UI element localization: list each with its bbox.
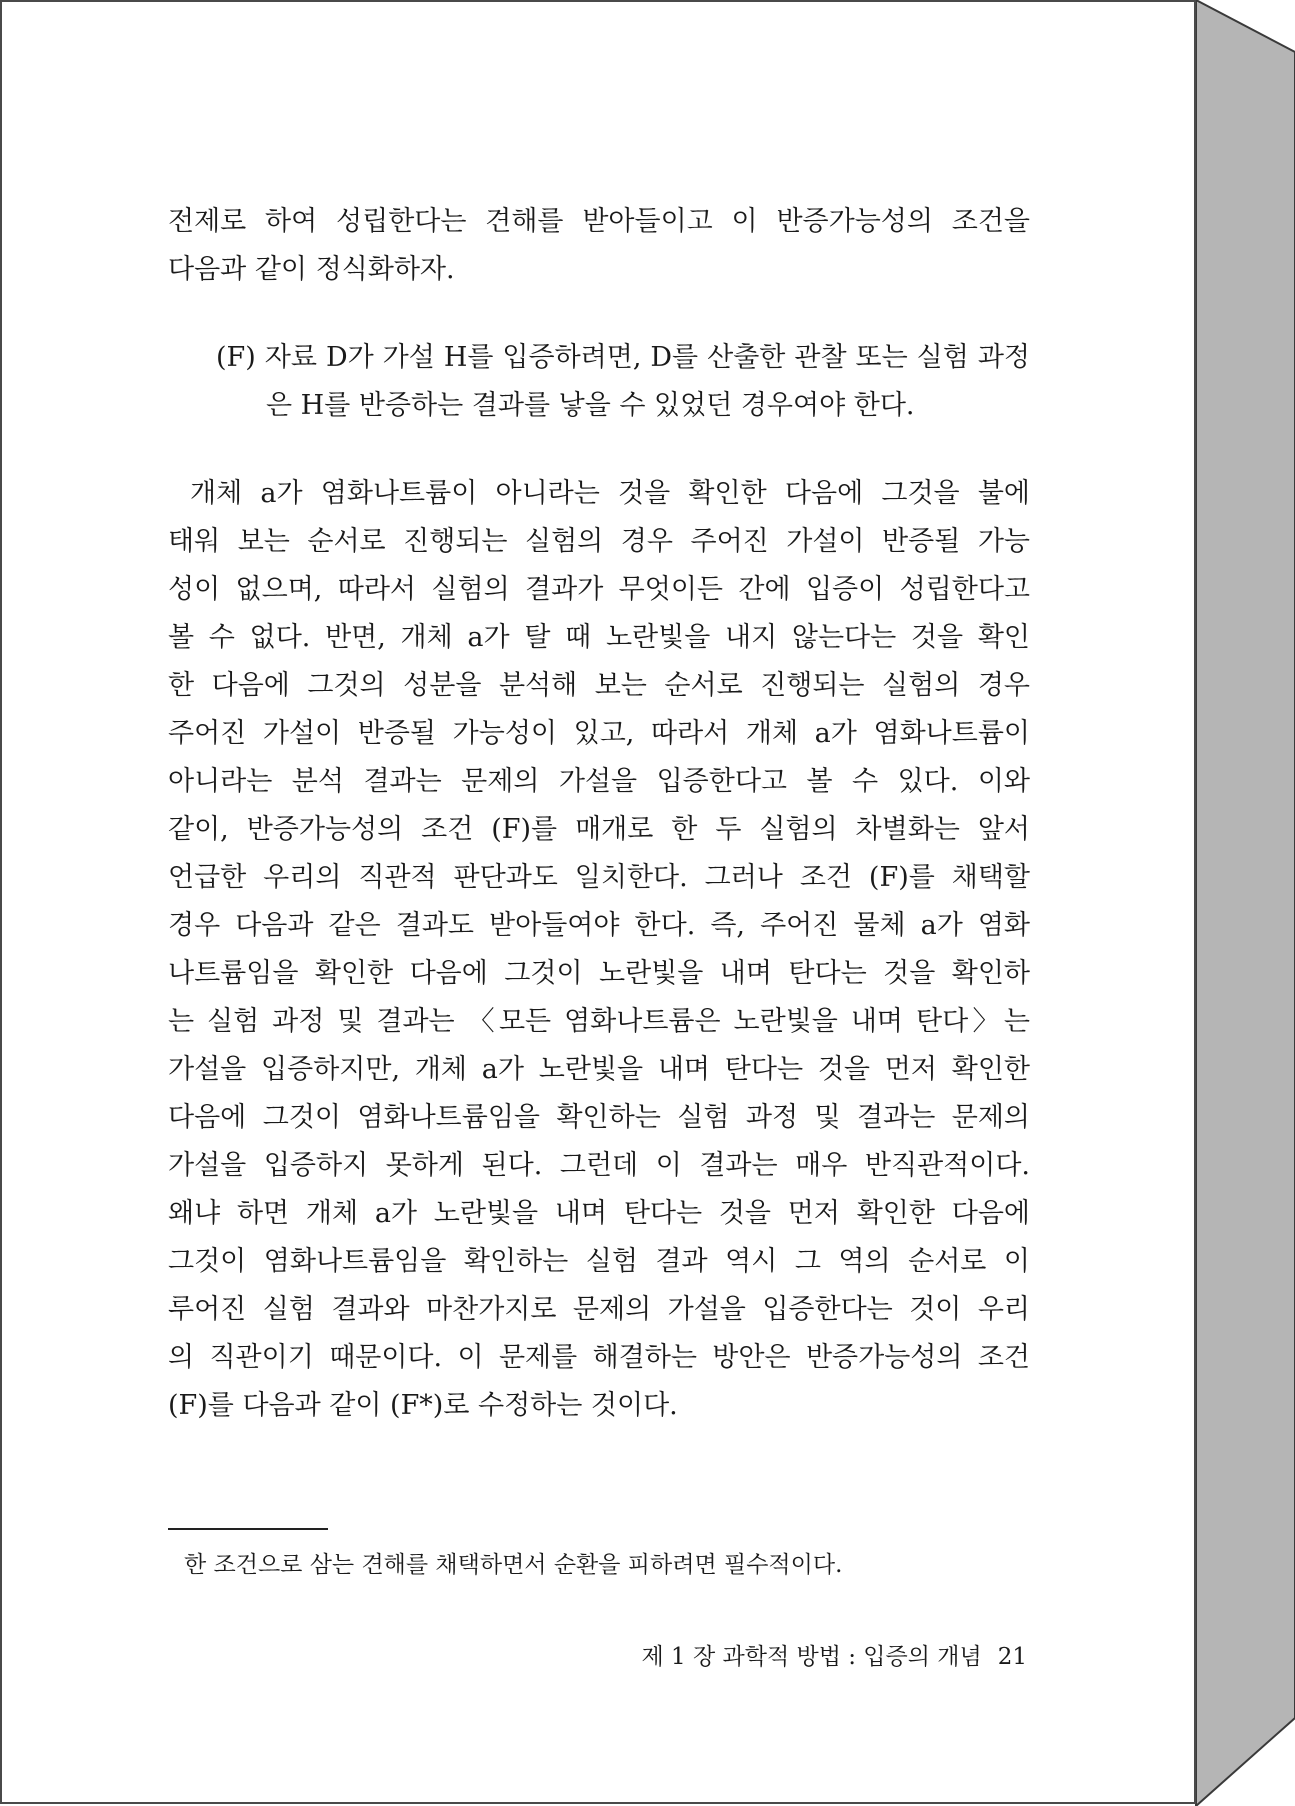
text-line: 다음과 같이 정식화하자. xyxy=(168,254,455,285)
page-body xyxy=(168,198,1030,1430)
footnote-divider xyxy=(168,1528,328,1530)
text-line: 는 실험 과정 및 결과는 〈모든 염화나트륨은 노란빛을 내며 탄다〉는 xyxy=(168,1006,1030,1037)
text-line: 나트륨임을 확인한 다음에 그것이 노란빛을 내며 탄다는 것을 확인하 xyxy=(168,958,1030,989)
running-footer xyxy=(642,1640,1027,1674)
text-line: 은 H를 반증하는 결과를 낳을 수 있었던 경우여야 한다. xyxy=(266,390,915,421)
text-line: 성이 없으며, 따라서 실험의 결과가 무엇이든 간에 입증이 성립한다고 xyxy=(168,574,1030,605)
text-line: 왜냐 하면 개체 a가 노란빛을 내며 탄다는 것을 먼저 확인한 다음에 xyxy=(168,1198,1030,1229)
text-line: 그것이 염화나트륨임을 확인하는 실험 결과 역시 그 역의 순서로 이 xyxy=(168,1246,1030,1277)
text-line: (F)를 다음과 같이 (F*)로 수정하는 것이다. xyxy=(168,1390,678,1421)
text-line: 가설을 입증하지 못하게 된다. 그런데 이 결과는 매우 반직관적이다. xyxy=(168,1150,1030,1181)
text-line: 한 다음에 그것의 성분을 분석해 보는 순서로 진행되는 실험의 경우 xyxy=(168,670,1030,701)
text-line: 볼 수 없다. 반면, 개체 a가 탈 때 노란빛을 내지 않는다는 것을 확인 xyxy=(168,622,1030,653)
footnote: 한 조건으로 삼는 견해를 채택하면서 순환을 피하려면 필수적이다. xyxy=(184,1552,843,1578)
page-number: 21 xyxy=(997,1644,1027,1670)
text-line: 가설을 입증하지만, 개체 a가 노란빛을 내며 탄다는 것을 먼저 확인한 xyxy=(168,1054,1030,1085)
text-line: 같이, 반증가능성의 조건 (F)를 매개로 한 두 실험의 차별화는 앞서 xyxy=(168,814,1030,845)
text-line: 언급한 우리의 직관적 판단과도 일치한다. 그러나 조건 (F)를 채택할 xyxy=(168,862,1030,893)
text-line: 루어진 실험 결과와 마찬가지로 문제의 가설을 입증한다는 것이 우리 xyxy=(168,1294,1030,1325)
condition-f-block xyxy=(216,334,1030,430)
text-line: 경우 다음과 같은 결과도 받아들여야 한다. 즉, 주어진 물체 a가 염화 xyxy=(168,910,1030,941)
chapter-title: 제 1 장 과학적 방법 : 입증의 개념 xyxy=(641,1644,982,1670)
text-line: 다음에 그것이 염화나트륨임을 확인하는 실험 과정 및 결과는 문제의 xyxy=(168,1102,1030,1133)
text-line: 의 직관이기 때문이다. 이 문제를 해결하는 방안은 반증가능성의 조건 xyxy=(168,1342,1030,1373)
text-line: 태워 보는 순서로 진행되는 실험의 경우 주어진 가설이 반증될 가능 xyxy=(168,526,1030,557)
text-line: 개체 a가 염화나트륨이 아니라는 것을 확인한 다음에 그것을 불에 xyxy=(190,478,1030,509)
text-line: 주어진 가설이 반증될 가능성이 있고, 따라서 개체 a가 염화나트륨이 xyxy=(168,718,1030,749)
text-line: (F) 자료 D가 가설 H를 입증하려면, D를 산출한 관찰 또는 실험 과정 xyxy=(216,342,1030,373)
text-line: 전제로 하여 성립한다는 견해를 받아들이고 이 반증가능성의 조건을 xyxy=(168,206,1030,237)
paragraph-main xyxy=(168,470,1030,1430)
text-line: 아니라는 분석 결과는 문제의 가설을 입증한다고 볼 수 있다. 이와 xyxy=(168,766,1030,797)
paragraph-intro xyxy=(168,198,1030,294)
